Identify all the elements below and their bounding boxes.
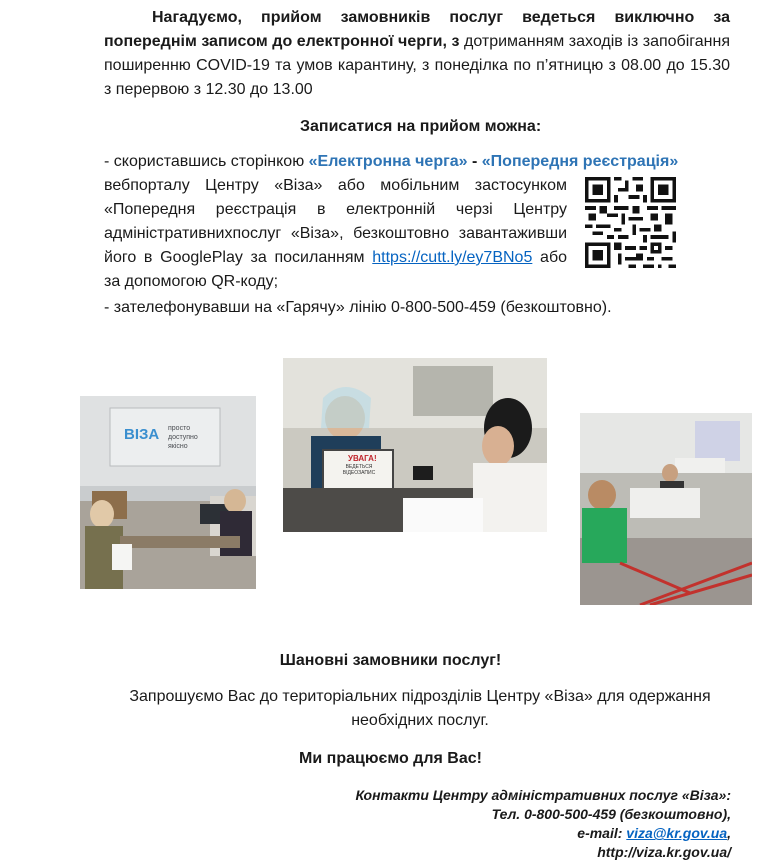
contacts-title: Контакти Центру адміністративних послуг «Віза»: <box>355 787 731 803</box>
contacts-email-line <box>355 824 731 843</box>
notice-rest: дотриманням заходів із запобігання поширенню COVID-19 та умов карантину, з понеділка по п’ятницю з 08.00 до 15.30 з перервою з 12.30 до 13.00 <box>104 33 730 98</box>
viza-sign-text: ВІЗА <box>124 426 160 443</box>
option1-text: вебпорталу Центру «Віза» або мобільним застосунком «Попередня реєстрація в електронній черзі Центру адміністративнихпослуг «Віза», безкоштовно завантаживши його в GooglePlay за посиланням <box>104 177 567 266</box>
website-link[interactable]: http://viza.kr.gov.ua/ <box>597 844 731 860</box>
option1-tail: або за допомогою QR-коду; <box>104 249 568 290</box>
option1-body <box>104 174 567 294</box>
electronic-queue-link[interactable]: «Електронна черга» <box>308 153 468 170</box>
warning-sign-sub: ВЕДЕТЬСЯ ВІДЕОЗАПИС <box>342 464 376 476</box>
greeting: Шановні замовники послуг! <box>279 652 502 669</box>
notice-bold: Нагадуємо, прийом замовників послуг ведеться виключно за попереднім записом до електронної черги, з <box>104 9 730 50</box>
motto: Ми працюємо для Вас! <box>299 750 482 767</box>
qr-code-icon <box>585 177 676 268</box>
googleplay-url-link[interactable]: https://cutt.ly/ey7BNo5 <box>372 249 533 266</box>
contacts-phone: Тел. 0-800-500-459 (безкоштовно), <box>491 806 731 822</box>
contacts-block <box>355 786 731 862</box>
office-scene-right <box>580 413 752 605</box>
email-label: e-mail: <box>577 825 627 841</box>
office-photo-left <box>80 396 256 589</box>
email-tail: , <box>727 825 731 841</box>
signup-heading: Записатися на прийом можна: <box>300 118 542 135</box>
viza-sign-sub: просто доступно якісно <box>168 425 198 450</box>
option1-first-line <box>104 150 684 174</box>
office-scene-center <box>283 358 547 532</box>
invite-text: Запрошуємо Вас до територіальних підрозділів Центру «Віза» для одержання необхідних послуг. <box>129 688 711 729</box>
warning-sign-text: УВАГА! <box>348 454 377 463</box>
office-photo-right <box>580 413 752 605</box>
option1-separator: - <box>467 153 482 170</box>
option2-hotline: - зателефонувавши на «Гарячу» лінію 0-800-500-459 (безкоштовно). <box>104 299 612 316</box>
option1-prefix: - скориставшись сторінкою <box>104 153 309 170</box>
pre-registration-link[interactable]: «Попередня реєстрація» <box>481 153 679 170</box>
email-link[interactable]: viza@kr.gov.ua <box>626 825 728 841</box>
notice-paragraph <box>104 6 730 102</box>
office-photo-center <box>283 358 547 532</box>
